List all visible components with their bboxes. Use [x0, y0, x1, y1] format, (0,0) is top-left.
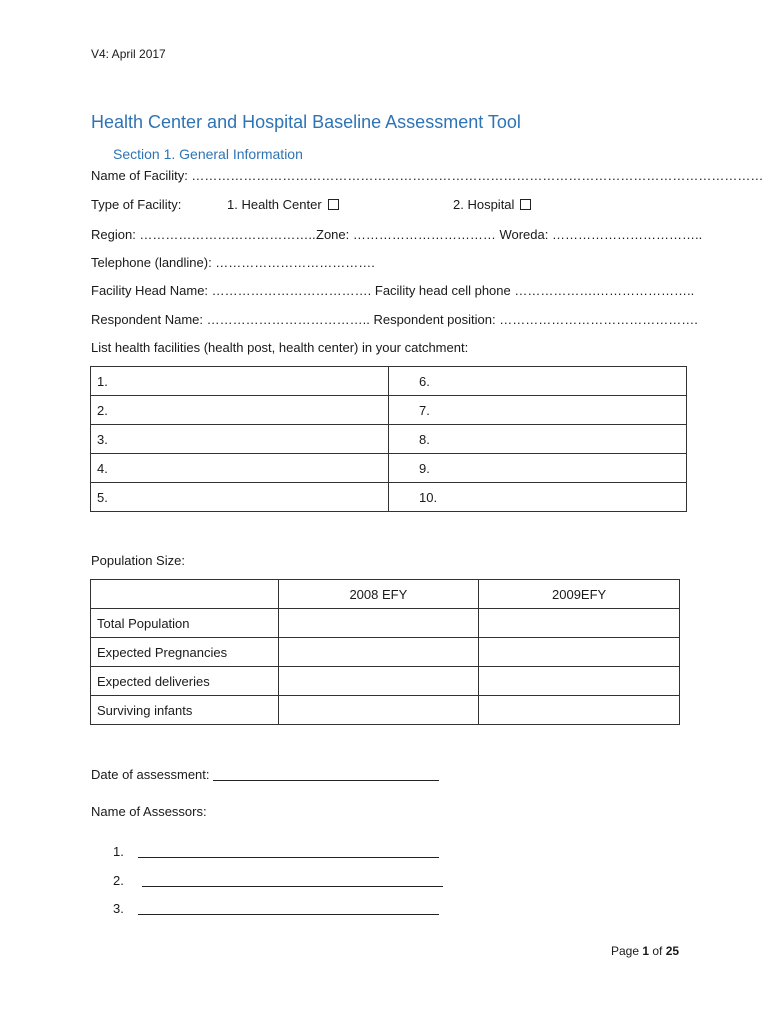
section-title: Section 1. General Information [113, 146, 303, 162]
date-label: Date of assessment: [91, 767, 214, 782]
table-row [91, 609, 680, 638]
value-cell[interactable] [479, 638, 680, 667]
table-row [91, 638, 680, 667]
page-footer [611, 944, 679, 958]
assessor-item [113, 901, 439, 916]
table-row [91, 454, 687, 483]
column-header: 2009EFY [479, 580, 680, 609]
catchment-cell[interactable]: 10. [389, 483, 687, 512]
column-header: 2008 EFY [278, 580, 479, 609]
facility-head-field[interactable]: Facility Head Name: ………………………………. Facility head cell phone ……………….………………….. [91, 283, 695, 298]
page-prefix: Page [611, 944, 643, 958]
region-field[interactable]: Region: ………………………………….. [91, 227, 316, 242]
table-row [91, 425, 687, 454]
catchment-cell[interactable]: 6. [389, 367, 687, 396]
value-cell[interactable] [278, 609, 479, 638]
population-table [90, 579, 680, 725]
catchment-cell[interactable]: 1. [91, 367, 389, 396]
health-center-checkbox[interactable] [328, 199, 339, 210]
table-row [91, 367, 687, 396]
assessor-item [113, 844, 439, 859]
table-row [91, 667, 680, 696]
value-cell[interactable] [278, 667, 479, 696]
page-of: of [649, 944, 666, 958]
name-of-facility-field[interactable]: Name of Facility: …………………………………………………………………………………………………………………… [91, 168, 764, 183]
row-label: Expected Pregnancies [91, 638, 279, 667]
document-title: Health Center and Hospital Baseline Assessment Tool [91, 112, 521, 132]
table-row [91, 696, 680, 725]
type-health-center[interactable] [227, 197, 339, 212]
assessors-label: Name of Assessors: [91, 804, 207, 819]
hospital-label: 2. Hospital [453, 197, 515, 212]
catchment-cell[interactable]: 8. [389, 425, 687, 454]
table-row [91, 396, 687, 425]
respondent-field[interactable]: Respondent Name: ……………………………….. Respondent position: ………………………………………. [91, 312, 698, 327]
catchment-table [90, 366, 687, 512]
page-total: 25 [665, 944, 680, 958]
page-current: 1 [642, 944, 650, 958]
value-cell[interactable] [278, 696, 479, 725]
value-cell[interactable] [278, 638, 479, 667]
catchment-cell[interactable]: 5. [91, 483, 389, 512]
catchment-list-label: List health facilities (health post, health center) in your catchment: [91, 340, 469, 355]
assessor-number: 1. [113, 844, 124, 859]
catchment-cell[interactable]: 9. [389, 454, 687, 483]
assessor-item [113, 873, 443, 888]
type-hospital[interactable] [453, 197, 531, 212]
catchment-cell[interactable]: 3. [91, 425, 389, 454]
row-label: Total Population [91, 609, 279, 638]
population-size-label: Population Size: [91, 553, 185, 568]
date-of-assessment [91, 767, 439, 782]
value-cell[interactable] [479, 667, 680, 696]
catchment-cell[interactable]: 7. [389, 396, 687, 425]
assessor-input-line[interactable] [142, 874, 443, 887]
assessor-input-line[interactable] [138, 845, 439, 858]
row-label: Expected deliveries [91, 667, 279, 696]
version-label: V4: April 2017 [91, 47, 166, 61]
table-header-row [91, 580, 680, 609]
date-input-line[interactable] [213, 768, 439, 781]
assessor-number: 2. [113, 873, 124, 888]
catchment-cell[interactable]: 4. [91, 454, 389, 483]
catchment-cell[interactable]: 2. [91, 396, 389, 425]
health-center-label: 1. Health Center [227, 197, 322, 212]
zone-woreda-field[interactable]: Zone: …………………………… Woreda: …………………………….. [316, 227, 703, 242]
hospital-checkbox[interactable] [520, 199, 531, 210]
assessor-number: 3. [113, 901, 124, 916]
assessor-input-line[interactable] [138, 902, 439, 915]
facility-type-label: Type of Facility: [91, 197, 182, 212]
value-cell[interactable] [479, 609, 680, 638]
row-label: Surviving infants [91, 696, 279, 725]
table-row [91, 483, 687, 512]
telephone-field[interactable]: Telephone (landline): ………………………………. [91, 255, 375, 270]
value-cell[interactable] [479, 696, 680, 725]
empty-header-cell [91, 580, 279, 609]
